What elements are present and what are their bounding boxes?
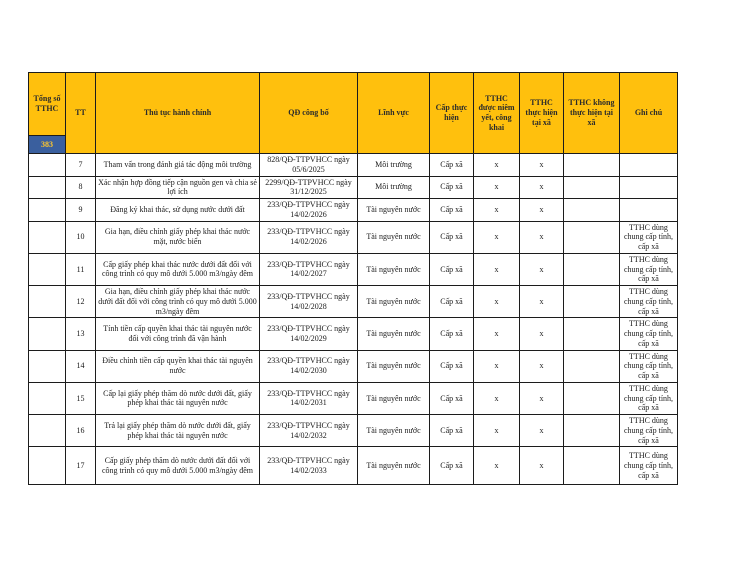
- row-cell-thu-tuc: Cấp giấy phép khai thác nước dưới đất đối với công trình có quy mô dưới 5.000 m3/ngày đêm: [96, 253, 260, 285]
- table-row: [29, 199, 678, 222]
- row-cell-tt: 15: [66, 382, 96, 414]
- row-cell-cap-thuc-hien: Cấp xã: [430, 221, 474, 253]
- header-tthc-thuc-hien-xa: TTHC thực hiện tại xã: [520, 73, 564, 154]
- row-cell-thu-tuc: Trả lại giấy phép thăm dò nước dưới đất, giấy phép khai thác tài nguyên nước: [96, 415, 260, 447]
- row-cell-linh-vuc: Tài nguyên nước: [358, 415, 430, 447]
- row-cell-tt: 12: [66, 286, 96, 318]
- tthc-table: [28, 72, 678, 485]
- row-cell-niem-yet: x: [474, 350, 520, 382]
- row-cell-qd-cong-bo: 233/QĐ-TTPVHCC ngày 14/02/2031: [260, 382, 358, 414]
- row-cell-cap-thuc-hien: Cấp xã: [430, 176, 474, 199]
- row-cell-cap-thuc-hien: Cấp xã: [430, 415, 474, 447]
- row-cell-total-blank: [29, 221, 66, 253]
- row-cell-ghi-chu: TTHC dùng chung cấp tỉnh, cấp xã: [620, 415, 678, 447]
- row-cell-cap-thuc-hien: Cấp xã: [430, 286, 474, 318]
- row-cell-qd-cong-bo: 828/QĐ-TTPVHCC ngày 05/6/2025: [260, 154, 358, 177]
- row-cell-thuc-hien-xa: x: [520, 253, 564, 285]
- row-cell-total-blank: [29, 447, 66, 485]
- row-cell-niem-yet: x: [474, 154, 520, 177]
- row-cell-niem-yet: x: [474, 221, 520, 253]
- row-cell-thu-tuc: Đăng ký khai thác, sử dụng nước dưới đất: [96, 199, 260, 222]
- header-total-tthc: Tổng số TTHC: [29, 73, 66, 136]
- row-cell-cap-thuc-hien: Cấp xã: [430, 350, 474, 382]
- row-cell-niem-yet: x: [474, 286, 520, 318]
- row-cell-ghi-chu: TTHC dùng chung cấp tỉnh, cấp xã: [620, 253, 678, 285]
- row-cell-thuc-hien-xa: x: [520, 176, 564, 199]
- row-cell-cap-thuc-hien: Cấp xã: [430, 382, 474, 414]
- row-cell-tt: 13: [66, 318, 96, 350]
- table-row: [29, 415, 678, 447]
- header-linh-vuc: Lĩnh vực: [358, 73, 430, 154]
- row-cell-thuc-hien-xa: x: [520, 318, 564, 350]
- row-cell-thuc-hien-xa: x: [520, 199, 564, 222]
- row-cell-ghi-chu: [620, 154, 678, 177]
- row-cell-tt: 10: [66, 221, 96, 253]
- row-cell-linh-vuc: Tài nguyên nước: [358, 199, 430, 222]
- row-cell-khong-thuc-hien-xa: [564, 350, 620, 382]
- row-cell-linh-vuc: Tài nguyên nước: [358, 253, 430, 285]
- row-cell-tt: 17: [66, 447, 96, 485]
- header-qd-cong-bo: QĐ công bố: [260, 73, 358, 154]
- row-cell-total-blank: [29, 253, 66, 285]
- row-cell-thu-tuc: Gia hạn, điều chỉnh giấy phép khai thác nước dưới đất đối với công trình có quy mô dưới 5.000 m3/ngày đêm: [96, 286, 260, 318]
- row-cell-ghi-chu: [620, 199, 678, 222]
- row-cell-thuc-hien-xa: x: [520, 350, 564, 382]
- row-cell-ghi-chu: TTHC dùng chung cấp tỉnh, cấp xã: [620, 350, 678, 382]
- row-cell-tt: 11: [66, 253, 96, 285]
- row-cell-qd-cong-bo: 233/QĐ-TTPVHCC ngày 14/02/2029: [260, 318, 358, 350]
- row-cell-ghi-chu: TTHC dùng chung cấp tỉnh, cấp xã: [620, 382, 678, 414]
- row-cell-qd-cong-bo: 2299/QĐ-TTPVHCC ngày 31/12/2025: [260, 176, 358, 199]
- header-tt: TT: [66, 73, 96, 154]
- row-cell-total-blank: [29, 286, 66, 318]
- row-cell-qd-cong-bo: 233/QĐ-TTPVHCC ngày 14/02/2033: [260, 447, 358, 485]
- header-thu-tuc-hanh-chinh: Thủ tục hành chính: [96, 73, 260, 154]
- row-cell-total-blank: [29, 382, 66, 414]
- header-cap-thuc-hien: Cấp thực hiện: [430, 73, 474, 154]
- row-cell-ghi-chu: TTHC dùng chung cấp tỉnh, cấp xã: [620, 318, 678, 350]
- table-row: [29, 382, 678, 414]
- row-cell-niem-yet: x: [474, 318, 520, 350]
- row-cell-ghi-chu: TTHC dùng chung cấp tỉnh, cấp xã: [620, 286, 678, 318]
- row-cell-niem-yet: x: [474, 415, 520, 447]
- table-row: [29, 350, 678, 382]
- row-cell-khong-thuc-hien-xa: [564, 415, 620, 447]
- row-cell-linh-vuc: Môi trường: [358, 154, 430, 177]
- table-row: [29, 253, 678, 285]
- row-cell-niem-yet: x: [474, 176, 520, 199]
- row-cell-qd-cong-bo: 233/QĐ-TTPVHCC ngày 14/02/2030: [260, 350, 358, 382]
- row-cell-thuc-hien-xa: x: [520, 221, 564, 253]
- row-cell-thu-tuc: Xác nhận hợp đồng tiếp cận nguồn gen và chia sẻ lợi ích: [96, 176, 260, 199]
- row-cell-khong-thuc-hien-xa: [564, 286, 620, 318]
- row-cell-thu-tuc: Điều chỉnh tiền cấp quyền khai thác tài nguyên nước: [96, 350, 260, 382]
- row-cell-khong-thuc-hien-xa: [564, 176, 620, 199]
- row-cell-niem-yet: x: [474, 199, 520, 222]
- row-cell-linh-vuc: Tài nguyên nước: [358, 350, 430, 382]
- row-cell-cap-thuc-hien: Cấp xã: [430, 199, 474, 222]
- row-cell-thuc-hien-xa: x: [520, 447, 564, 485]
- table-row: [29, 447, 678, 485]
- row-cell-total-blank: [29, 176, 66, 199]
- row-cell-thu-tuc: Gia hạn, điều chỉnh giấy phép khai thác nước mặt, nước biển: [96, 221, 260, 253]
- row-cell-ghi-chu: TTHC dùng chung cấp tỉnh, cấp xã: [620, 221, 678, 253]
- row-cell-cap-thuc-hien: Cấp xã: [430, 447, 474, 485]
- row-cell-khong-thuc-hien-xa: [564, 382, 620, 414]
- row-cell-thu-tuc: Cấp lại giấy phép thăm dò nước dưới đất, giấy phép khai thác tài nguyên nước: [96, 382, 260, 414]
- row-cell-cap-thuc-hien: Cấp xã: [430, 318, 474, 350]
- row-cell-cap-thuc-hien: Cấp xã: [430, 154, 474, 177]
- row-cell-thu-tuc: Tham vấn trong đánh giá tác động môi trường: [96, 154, 260, 177]
- row-cell-total-blank: [29, 154, 66, 177]
- table-row: [29, 318, 678, 350]
- total-tthc-value: 383: [29, 136, 66, 154]
- row-cell-khong-thuc-hien-xa: [564, 221, 620, 253]
- header-tthc-khong-thuc-hien-xa: TTHC không thực hiện tại xã: [564, 73, 620, 154]
- table-row: [29, 176, 678, 199]
- row-cell-khong-thuc-hien-xa: [564, 253, 620, 285]
- row-cell-khong-thuc-hien-xa: [564, 154, 620, 177]
- row-cell-niem-yet: x: [474, 253, 520, 285]
- header-row: [29, 73, 678, 136]
- row-cell-thuc-hien-xa: x: [520, 382, 564, 414]
- table-row: [29, 286, 678, 318]
- row-cell-linh-vuc: Tài nguyên nước: [358, 221, 430, 253]
- row-cell-tt: 7: [66, 154, 96, 177]
- row-cell-ghi-chu: [620, 176, 678, 199]
- row-cell-khong-thuc-hien-xa: [564, 318, 620, 350]
- row-cell-linh-vuc: Tài nguyên nước: [358, 286, 430, 318]
- row-cell-qd-cong-bo: 233/QĐ-TTPVHCC ngày 14/02/2026: [260, 199, 358, 222]
- row-cell-niem-yet: x: [474, 447, 520, 485]
- row-cell-qd-cong-bo: 233/QĐ-TTPVHCC ngày 14/02/2026: [260, 221, 358, 253]
- row-cell-thuc-hien-xa: x: [520, 415, 564, 447]
- header-ghi-chu: Ghi chú: [620, 73, 678, 154]
- row-cell-thuc-hien-xa: x: [520, 286, 564, 318]
- row-cell-linh-vuc: Tài nguyên nước: [358, 447, 430, 485]
- header-tthc-niem-yet: TTHC được niêm yết, công khai: [474, 73, 520, 154]
- row-cell-ghi-chu: TTHC dùng chung cấp tỉnh, cấp xã: [620, 447, 678, 485]
- row-cell-qd-cong-bo: 233/QĐ-TTPVHCC ngày 14/02/2027: [260, 253, 358, 285]
- row-cell-linh-vuc: Tài nguyên nước: [358, 382, 430, 414]
- row-cell-qd-cong-bo: 233/QĐ-TTPVHCC ngày 14/02/2032: [260, 415, 358, 447]
- row-cell-cap-thuc-hien: Cấp xã: [430, 253, 474, 285]
- row-cell-khong-thuc-hien-xa: [564, 447, 620, 485]
- row-cell-total-blank: [29, 350, 66, 382]
- row-cell-total-blank: [29, 199, 66, 222]
- row-cell-total-blank: [29, 318, 66, 350]
- row-cell-thuc-hien-xa: x: [520, 154, 564, 177]
- row-cell-tt: 16: [66, 415, 96, 447]
- row-cell-niem-yet: x: [474, 382, 520, 414]
- row-cell-tt: 9: [66, 199, 96, 222]
- row-cell-khong-thuc-hien-xa: [564, 199, 620, 222]
- row-cell-tt: 14: [66, 350, 96, 382]
- row-cell-total-blank: [29, 415, 66, 447]
- row-cell-qd-cong-bo: 233/QĐ-TTPVHCC ngày 14/02/2028: [260, 286, 358, 318]
- table-row: [29, 154, 678, 177]
- row-cell-thu-tuc: Tính tiền cấp quyền khai thác tài nguyên nước đối với công trình đã vận hành: [96, 318, 260, 350]
- row-cell-tt: 8: [66, 176, 96, 199]
- table-row: [29, 221, 678, 253]
- row-cell-thu-tuc: Cấp giấy phép thăm dò nước dưới đất đối với công trình có quy mô dưới 5.000 m3/ngày đêm: [96, 447, 260, 485]
- row-cell-linh-vuc: Môi trường: [358, 176, 430, 199]
- row-cell-linh-vuc: Tài nguyên nước: [358, 318, 430, 350]
